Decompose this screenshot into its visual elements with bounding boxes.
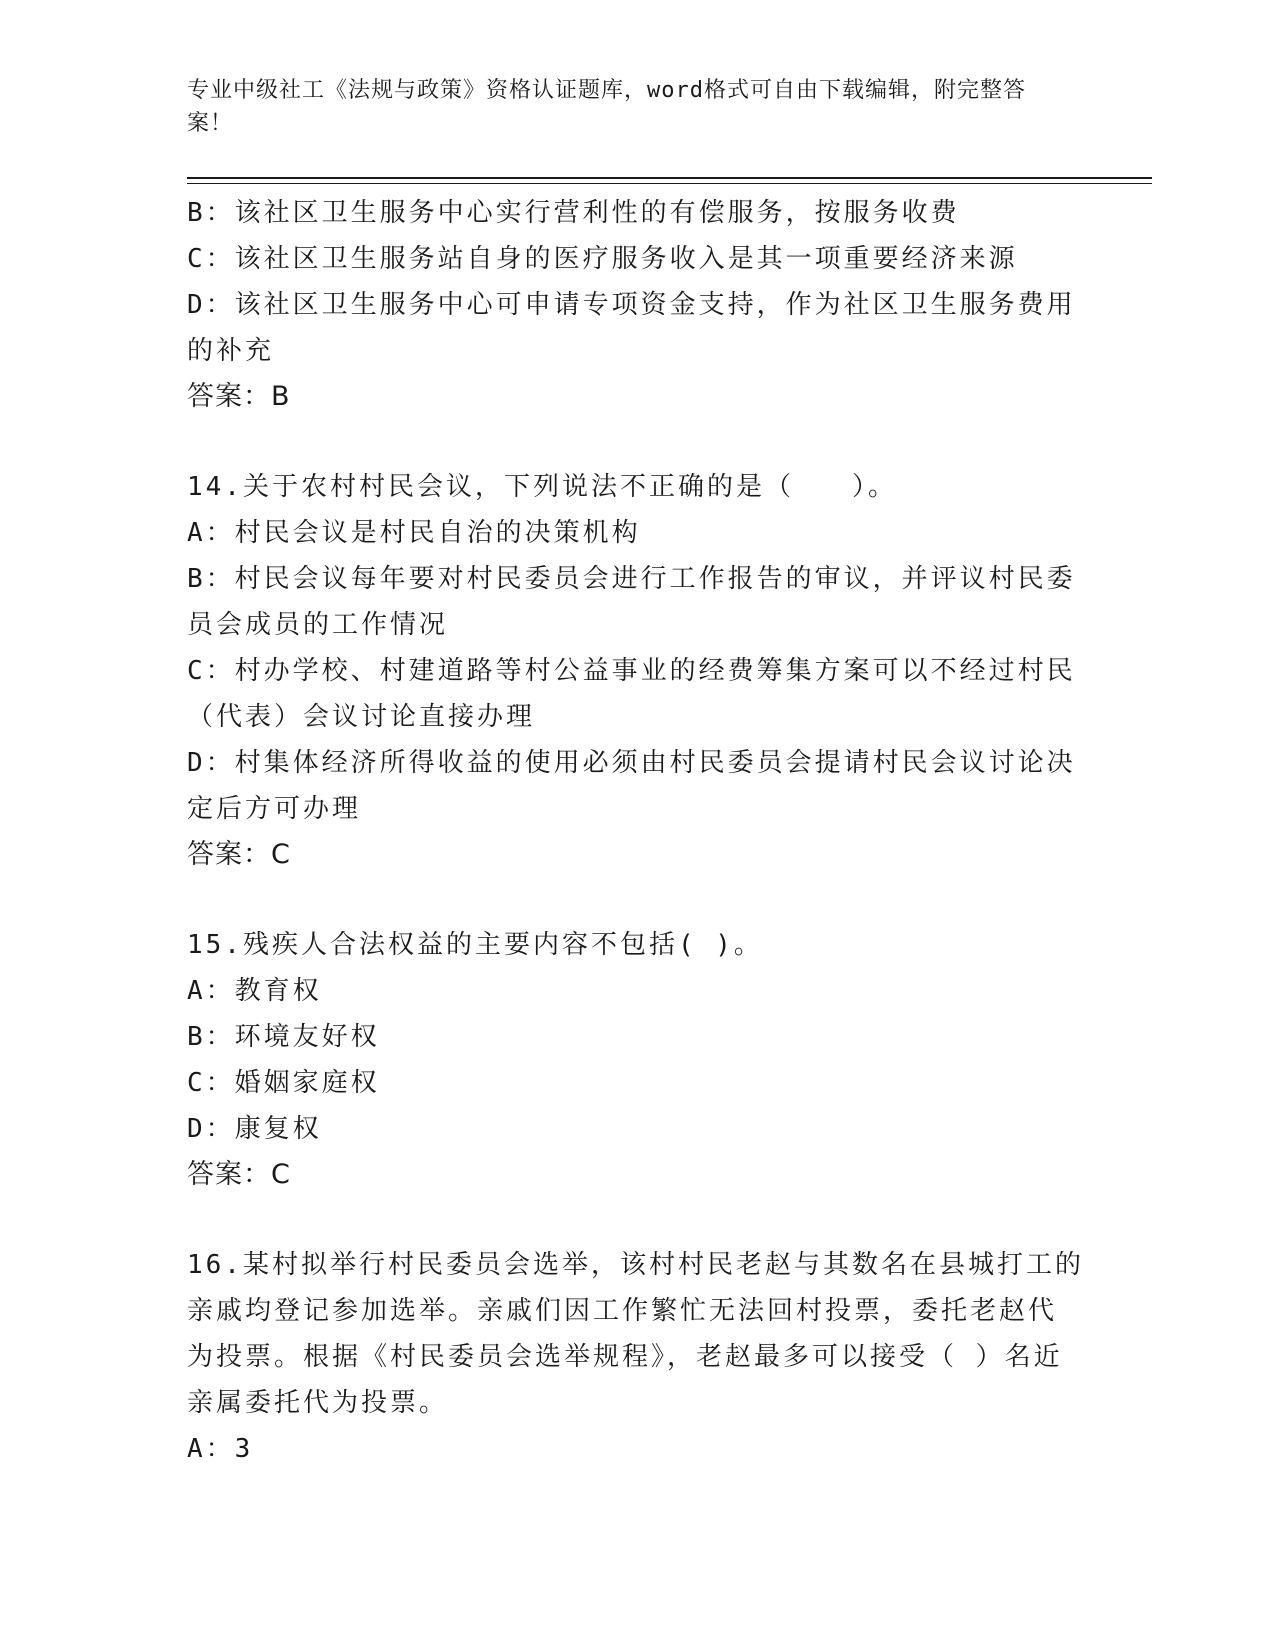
question-14: [187, 464, 1087, 878]
option-a: A：村民会议是村民自治的决策机构: [187, 518, 641, 548]
option-a: A：教育权: [187, 976, 322, 1006]
question-16: [187, 1242, 1087, 1472]
option-c: C：该社区卫生服务站自身的医疗服务收入是其一项重要经济来源: [187, 244, 1018, 274]
header-divider-thick: [187, 177, 1152, 179]
question-15: [187, 922, 1087, 1198]
answer-label: 答案：C: [187, 1159, 291, 1190]
option-b-line2: 员会成员的工作情况: [187, 610, 449, 640]
option-c: C：婚姻家庭权: [187, 1068, 380, 1098]
question-stem-line4: 亲属委托代为投票。: [187, 1388, 449, 1418]
option-d-line1: D：村集体经济所得收益的使用必须由村民委员会提请村民会议讨论决: [187, 748, 1076, 778]
question-stem-line2: 亲戚均登记参加选举。亲戚们因工作繁忙无法回村投票，委托老赵代: [187, 1296, 1058, 1326]
option-a: A：3: [187, 1434, 254, 1464]
question-stem: 14.关于农村村民会议，下列说法不正确的是（ ）。: [187, 472, 897, 502]
option-d-line2: 的补充: [187, 336, 275, 366]
option-d-line2: 定后方可办理: [187, 794, 362, 824]
option-d-line1: D：该社区卫生服务中心可申请专项资金支持，作为社区卫生服务费用: [187, 290, 1076, 320]
question-13-tail: [187, 190, 1087, 420]
answer-label: 答案：C: [187, 839, 291, 870]
question-stem-line1: 16.某村拟举行村民委员会选举，该村村民老赵与其数名在县城打工的: [187, 1250, 1084, 1280]
header-divider-thin: [187, 183, 1152, 184]
option-b: B：该社区卫生服务中心实行营利性的有偿服务，按服务收费: [187, 198, 960, 228]
option-b-line1: B：村民会议每年要对村民委员会进行工作报告的审议，并评议村民委: [187, 564, 1076, 594]
option-b: B：环境友好权: [187, 1022, 380, 1052]
question-content: [187, 190, 1087, 1472]
option-c-line1: C：村办学校、村建道路等村公益事业的经费筹集方案可以不经过村民: [187, 656, 1076, 686]
question-stem-line3: 为投票。根据《村民委员会选举规程》，老赵最多可以接受（ ）名近: [187, 1342, 1063, 1372]
option-d: D：康复权: [187, 1114, 322, 1144]
question-stem: 15.残疾人合法权益的主要内容不包括( )。: [187, 930, 763, 960]
answer-label: 答案：B: [187, 381, 291, 412]
option-c-line2: （代表）会议讨论直接办理: [187, 702, 536, 732]
document-header: 专业中级社工《法规与政策》资格认证题库，word格式可自由下载编辑，附完整答案！: [187, 78, 1026, 136]
